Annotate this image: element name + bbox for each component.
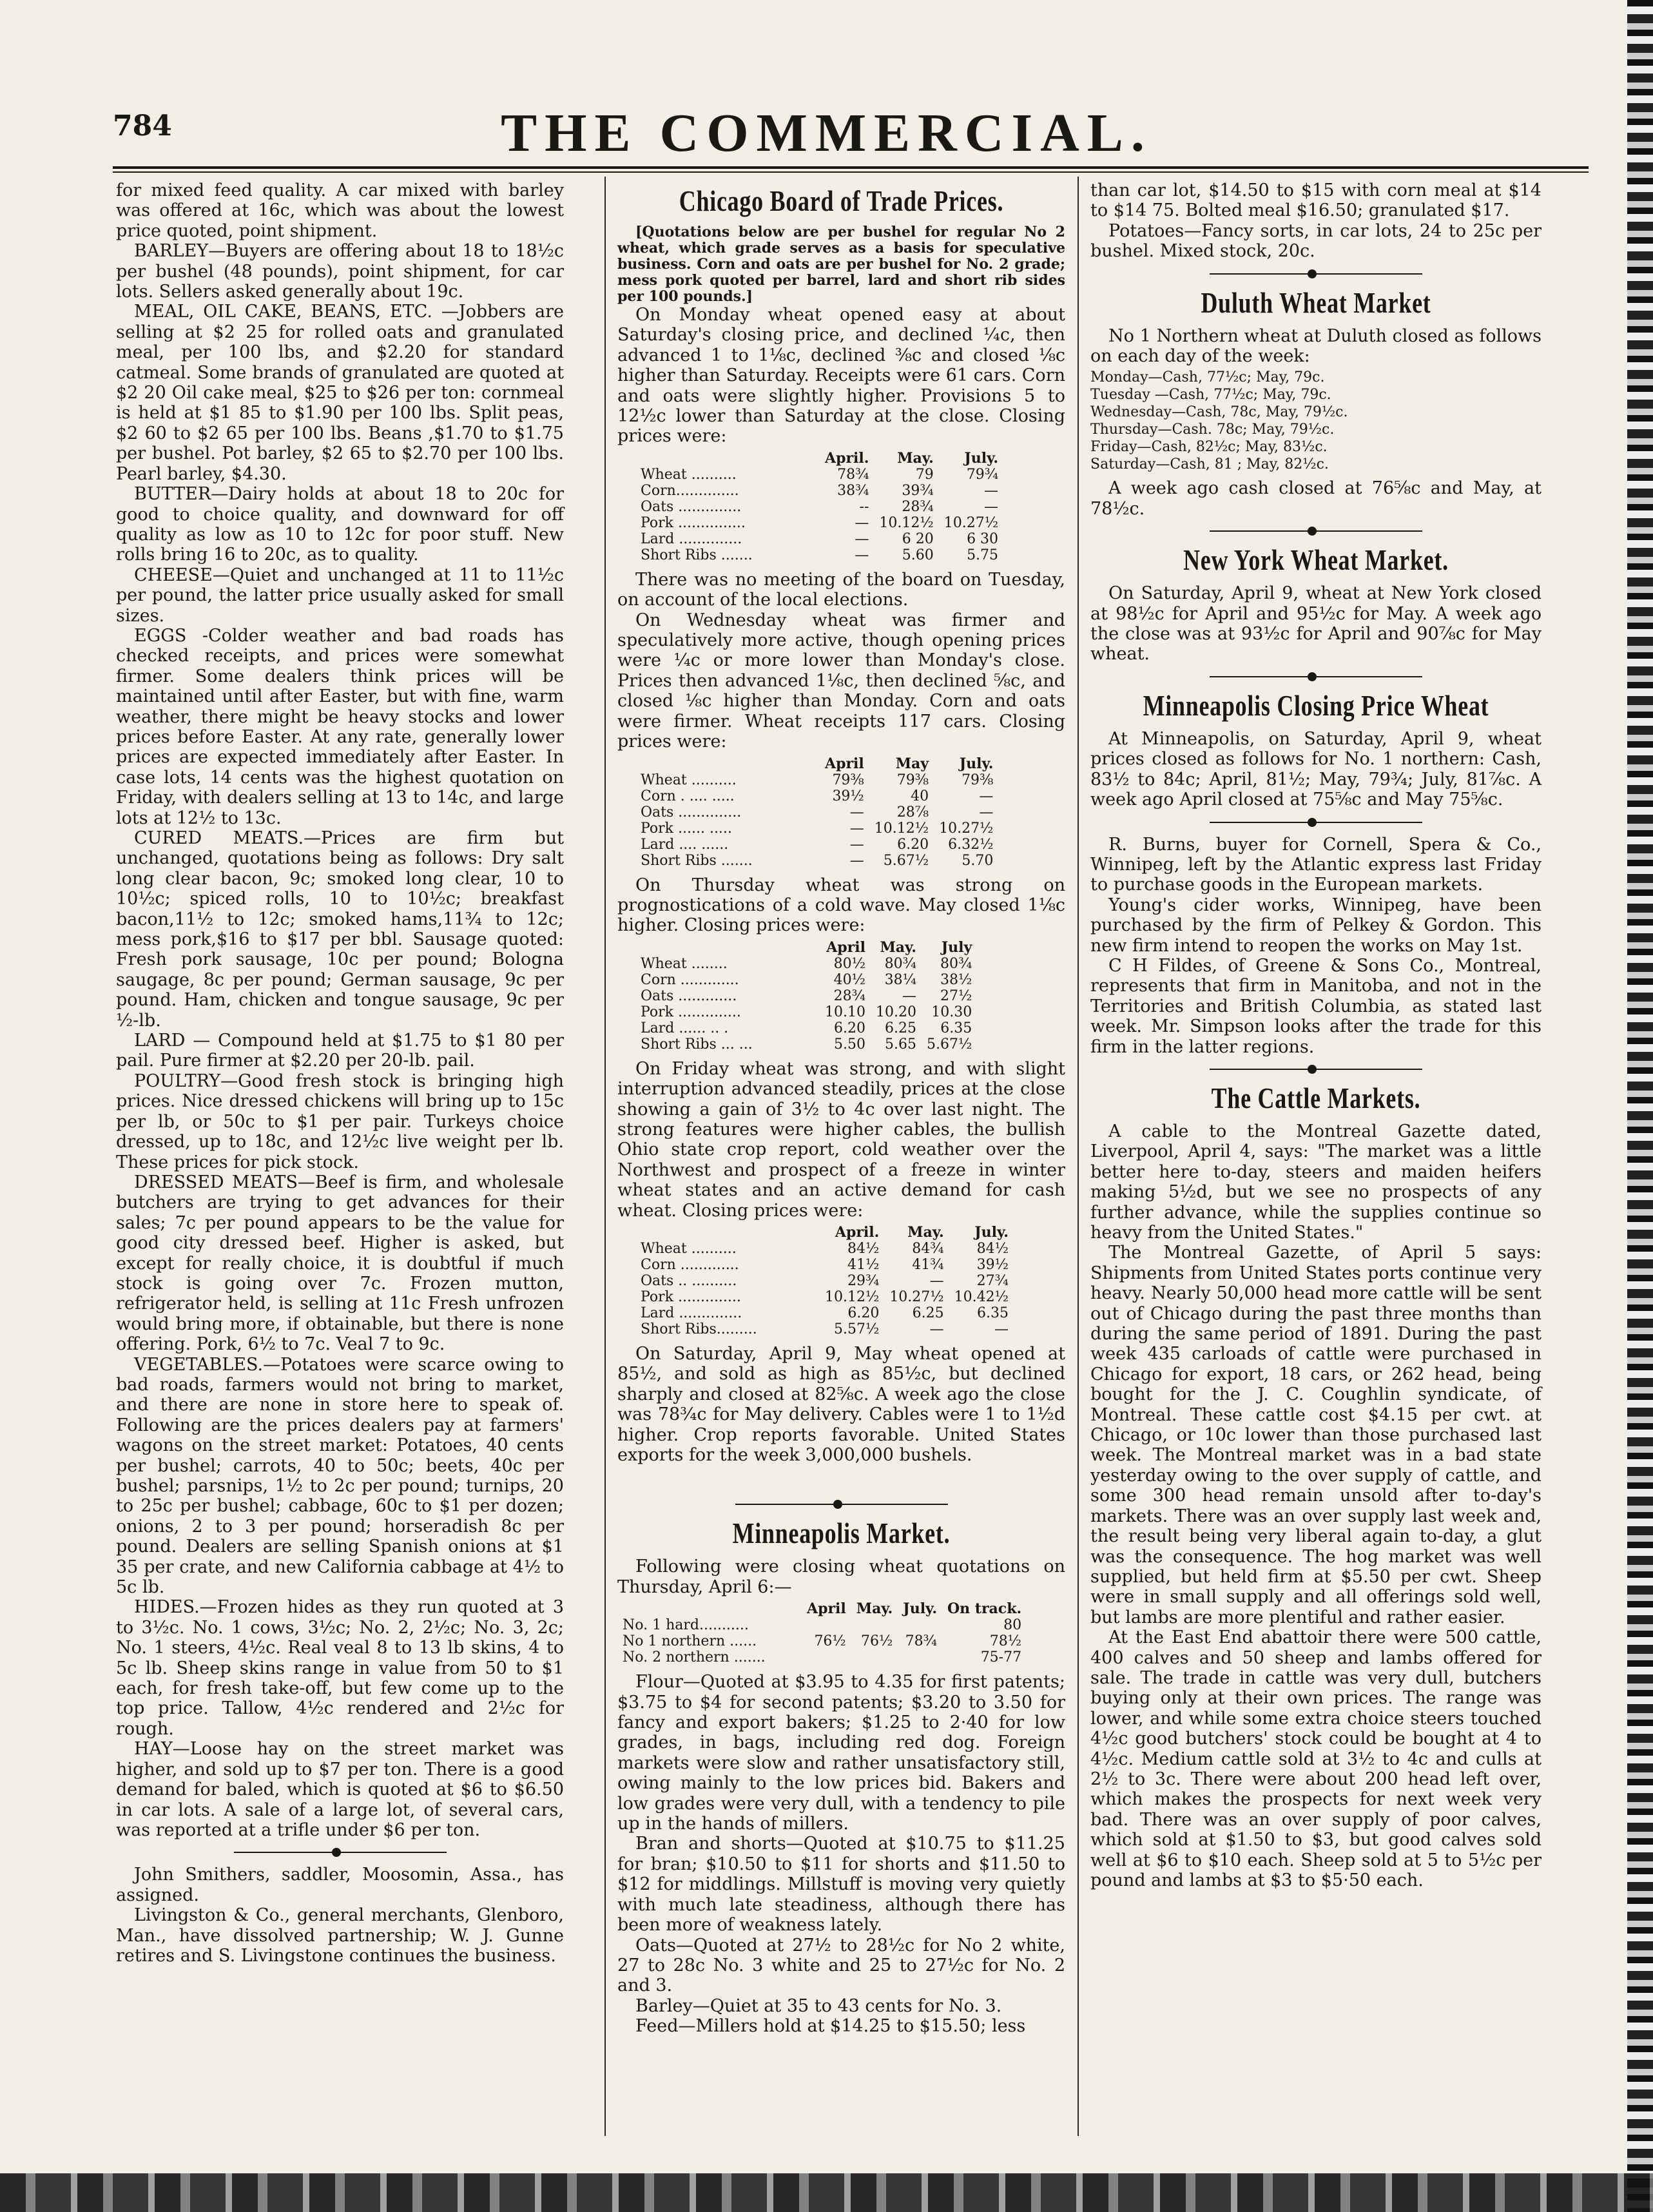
section-separator <box>735 1504 948 1505</box>
table-row: Wheat .......... 79⅜ 79⅜ 79⅜ <box>641 771 994 788</box>
list-item: Wednesday—Cash, 78c, May, 79½c. <box>1090 404 1348 421</box>
table-row: Lard ...... .. . 6.20 6.25 6.35 <box>641 1020 972 1036</box>
table-row: Wheat ........ 80½ 80¾ 80¾ <box>641 955 972 972</box>
table-row: Short Ribs ... ... 5.50 5.65 5.67½ <box>641 1036 972 1053</box>
heading-new-york: New York Wheat Market. <box>1183 543 1449 577</box>
masthead: THE COMMERCIAL. <box>501 103 1152 163</box>
notice-youngs-cider: Young's cider works, Winnipeg, have been purchased by the firm of Pelkey & Gordon. This new firm intend to reopen the works on May 1st. <box>1090 895 1542 956</box>
chicago-monday: On Monday wheat opened easy at about Saturday's closing price, and declined ¼c, then advanced 1 to 1⅛c, declined ⅜c and closed ⅛c higher than Saturday. Receipts were 61 cars. Corn and oats were slightly higher. Provisions 5 to 12½c lower than Saturday at the close. Closing prices were: <box>617 305 1065 447</box>
list-item: Tuesday —Cash, 77½c; May, 79c. <box>1090 387 1331 403</box>
section-separator <box>1210 676 1422 677</box>
table-wednesday: April May July. Wheat .......... 79⅜ 79⅜ 79⅜ Corn . .... ..... 39½ 40 — Oats .............. — 28⅞ — Pork ...... ..... — 10.12½ 10.27½ Lard .... ...... — 6.20 6.32½ Short Ribs ....... — 5.67½ 5.70 <box>635 756 998 869</box>
duluth-after: A week ago cash closed at 76⅝c and May, at 78½c. <box>1090 478 1542 519</box>
paragraph-cheese: CHEESE—Quiet and unchanged at 11 to 11½c per pound, the latter price usually asked for small sizes. <box>116 565 564 626</box>
list-item: Monday—Cash, 77½c; May, 79c. <box>1090 369 1325 386</box>
paragraph-flour: Flour—Quoted at $3.95 to 4.35 for first patents; $3.75 to $4 for second patents; $3.20 to 3.50 for fancy and export bakers; $1.25 to 2·40 for low grades, in bags, including red dog. Foreign markets were slow and rather unsatisfactory still, owing mainly to the low prices bid. Bakers and low grades were very dull, with a tendency to pile up in the hands of millers. <box>617 1672 1065 1834</box>
table-row: Short Ribs......... 5.57½ — — <box>641 1321 1009 1337</box>
section-separator <box>1210 273 1422 275</box>
table-row: Corn.............. 38¾ 39¾ — <box>641 482 999 499</box>
table-row: Pork ............... — 10.12½ 10.27½ <box>641 514 999 531</box>
paragraph-hides: HIDES.—Frozen hides as they run quoted at 3 to 3½c. No. 1 cows, 3½c; No. 2, 2½c; No. 3, 2c; No. 1 steers, 4½c. Real veal 8 to 13 lb skins, 4 to 5c lb. Sheep skins range in value from 50 to $1 each, for fresh take-off, but few come up to the top price. Tallow, 4½c rendered and 2½c for rough. <box>116 1597 564 1739</box>
table-row: Wheat .......... 78¾ 79 79¾ <box>641 466 999 483</box>
cattle-gazette: The Montreal Gazette, of April 5 says: Shipments from United States ports continue very heavy. Nearly 50,000 head more cattle will be sent out of Chicago during the past three months than during the same period of 1891. During the past week 435 carloads of cattle were purchased in Chicago for export, 18 cars, or 262 head, being bought for the J. C. Coughlin syndicate, of Montreal. These cattle cost $4.15 per cwt. at Chicago, or 10c lower than those purchased last week. The Montreal market was in a bad state yesterday owing to the over supply of cattle, and some 300 head remain unsold after to-day's markets. There was an over supply last week and, the result being very liberal again to-day, a glut was the consequence. The hog market was well supplied, but held firm at $5.50 per cwt. Sheep were in small supply and all offerings sold well, but lambs are more plentiful and rather easier. <box>1090 1243 1542 1627</box>
heading-minneapolis-market: Minneapolis Market. <box>732 1517 951 1550</box>
list-item: Friday—Cash, 82½c; May, 83½c. <box>1090 439 1328 456</box>
paragraph-feed: Feed—Millers hold at $14.25 to $15.50; less <box>635 2016 1026 2037</box>
table-row: Corn ............. 40½ 38¼ 38½ <box>641 971 972 988</box>
chicago-saturday: On Saturday, April 9, May wheat opened at 85½, and sold as high as 85½c, but declined sharply and closed at 82⅝c. A week ago the close was 78¾c for May delivery. Cables were 1 to 1½d higher. Crop reports favorable. United States exports for the week 3,000,000 bushels. <box>617 1343 1065 1465</box>
table-row: No. 2 northern ....... 75-77 <box>623 1649 1022 1666</box>
paragraph-potatoes: Potatoes—Fancy sorts, in car lots, 24 to 25c per bushel. Mixed stock, 20c. <box>1090 220 1542 262</box>
table-row: Short Ribs ....... — 5.67½ 5.70 <box>641 852 994 869</box>
page-bottom-scan <box>0 2173 1653 2212</box>
table-row: No 1 northern ...... 76½ 76½ 78¾ 78½ <box>623 1633 1022 1650</box>
duluth-intro: No 1 Northern wheat at Duluth closed as follows on each day of the week: <box>1090 325 1542 367</box>
paragraph-butter: BUTTER—Dairy holds at about 18 to 20c for good to choice quality, and downward for off quality as low as 10 to 12c for poor stuff. New rolls bring 16 to 20c, as to quality. <box>116 484 564 565</box>
table-row: Corn ............. 41½ 41¾ 39½ <box>641 1256 1009 1273</box>
chicago-friday: On Friday wheat was strong, and with slight interruption advanced steadily, prices at the close showing a gain of 3½ to 4c over last night. The strong features were higher cables, the bullish Ohio state crop report, cold weather over the Northwest and prospect of a freeze in winter wheat states and an active demand for cash wheat. Closing prices were: <box>617 1058 1065 1221</box>
table-row: Pork .............. 10.12½ 10.27½ 10.42½ <box>641 1288 1009 1305</box>
section-separator <box>234 1852 447 1853</box>
heading-minneapolis-closing: Minneapolis Closing Price Wheat <box>1143 688 1489 722</box>
paragraph-barley: Barley—Quiet at 35 to 43 cents for No. 3. <box>635 1995 1002 2016</box>
paragraph-vegetables: VEGETABLES.—Potatoes were scarce owing to bad roads, farmers would not bring to market, and there are none in store here to speak of. Following are the prices dealers pay at farmers' wagons on the street market: Potatoes, 40 cents per bushel; carrots, 40 to 50c; beets, 40c per bushel; parsnips, 1½ to 2c per pound; turnips, 20 to 25c per bushel; cabbage, 60c to $1 per dozen; onions, 2 to 3 per pound; horseradish 8c per pound. Dealers are selling Spanish onions at $1 35 per crate, and new California cabbage at 4½ to 5c lb. <box>116 1354 564 1598</box>
column-1 <box>116 180 564 1966</box>
minneapolis-intro: Following were closing wheat quotations on Thursday, April 6:— <box>617 1557 1065 1597</box>
table-row: Corn . .... ..... 39½ 40 — <box>641 788 994 804</box>
heading-chicago-board: Chicago Board of Trade Prices. <box>679 184 1004 217</box>
paragraph-cured-meats: CURED MEATS.—Prices are firm but unchanged, quotations being as follows: Dry salt long clear bacon, 9c; smoked long clear, 10 to 10½c; spiced rolls, 10 to 10½c; breakfast bacon,11½ to 12c; smoked hams,11¾ to 12c; mess pork,$16 to $17 per bbl. Sausage quoted: Fresh pork sausage, 10c per pound; Bologna saugage, 8c per pound; German sausage, 9c per pound. Ham, chicken and tongue sausage, 9c per ½-lb. <box>116 828 564 1031</box>
paragraph-bran: Bran and shorts—Quoted at $10.75 to $11.25 for bran; $10.50 to $11 for shorts and $11.50 to $12 for middlings. Millstuff is moving very quietly with much late steadiness, although there has been more of weakness lately. <box>617 1834 1065 1936</box>
section-separator <box>1210 530 1422 532</box>
table-row: Pork .............. 10.10 10.20 10.30 <box>641 1004 972 1020</box>
table-row: Oats .. .......... 29¾ — 27¾ <box>641 1272 1009 1289</box>
paragraph: for mixed feed quality. A car mixed with barley was offered at 16c, which was about the lowest price quoted, point shipment. <box>116 180 564 241</box>
paragraph-meal: MEAL, OIL CAKE, BEANS, ETC. —Jobbers are selling at $2 25 for rolled oats and granulated meal, per 100 lbs, and $2.20 for standard catmeal. Some brands of granulated are quoted at $2 20 Oil cake meal, $25 to $26 per ton: cornmeal is held at $1 85 to $1.90 per 100 lbs. Split peas, $2 60 to $2 65 per 100 lbs. Beans ,$1.70 to $1.75 per bushel. Pot barley, $2 65 to $2.70 per 100 lbs. Pearl barley, $4.30. <box>116 302 564 484</box>
table-row: Lard .............. — 6 20 6 30 <box>641 530 999 547</box>
paragraph-eggs: EGGS -Colder weather and bad roads has checked receipts, and prices were somewhat firmer. Some dealers think prices will be maintained until after Easter, but with fine, warm weather, there might be heavy stocks and lower prices before Easter. At any rate, generally lower prices are expected immediately after Easter. In case lots, 14 cents was the highest quotation on Friday, with dealers selling at 13 to 14c, and large lots at 12½ to 13c. <box>116 625 564 828</box>
column-3 <box>1090 180 1542 1890</box>
list-item: Saturday—Cash, 81 ; May, 82½c. <box>1090 456 1329 473</box>
table-minneapolis: April May. July. On track. No. 1 hard........... 80 No 1 northern ...... 76½ 76½ 78¾ 78½ No. 2 northern ....... 75-77 <box>617 1601 1027 1665</box>
new-york-text: On Saturday, April 9, wheat at New York closed at 98½c for April and 95½c for May. A week ago the close was at 93½c for April and 90⅞c for May wheat. <box>1090 583 1542 665</box>
paragraph-barley: BARLEY—Buyers are offering about 18 to 18½c per bushel (48 pounds), point shipment, for car lots. Sellers asked generally about 19c. <box>116 241 564 302</box>
paragraph-oats: Oats—Quoted at 27½ to 28½c for No 2 white, 27 to 28c No. 3 white and 25 to 27½c for No. 2 and 3. <box>617 1935 1065 1996</box>
notice-smithers: John Smithers, saddler, Moosomin, Assa., has assigned. <box>116 1865 564 1905</box>
minneapolis-closing-text: At Minneapolis, on Saturday, April 9, wheat prices closed as follows for No. 1 northern: Cash, 83½ to 84c; April, 81½; May, 79¾; July, 81⅞c. A week ago April closed at 75⅝c and May 75⅝c. <box>1090 728 1542 810</box>
paragraph-feed-continued: than car lot, $14.50 to $15 with corn meal at $14 to $14 75. Bolted meal $16.50; granulated $17. <box>1090 180 1542 221</box>
table-row: Oats ............. 28¾ — 27½ <box>641 987 972 1004</box>
page-edge-scan <box>1627 0 1653 2212</box>
page-number: 784 <box>113 110 172 142</box>
table-row: Lard .............. 6.20 6.25 6.35 <box>641 1305 1009 1321</box>
table-row: No. 1 hard........... 80 <box>623 1617 1022 1634</box>
table-monday: April. May. July. Wheat .......... 78¾ 79 79¾ Corn.............. 38¾ 39¾ — Oats .............. -- 28¾ — Pork ............... — 10.12½ 10.27½ Lard .............. — 6 20 6 30 Short Ribs ....... — 5.60 5.75 <box>635 451 1003 563</box>
cattle-east-end: At the East End abattoir there were 500 cattle, 400 calves and 50 sheep and lambs offered for sale. The trade in cattle was very dull, butchers buying only at their own prices. The range was lower, and while some extra choice steers touched 4½c good butchers' stock could be bought at 4 to 4½c. Medium cattle sold at 3½ to 4c and culls at 2½ to 3c. There were about 200 head left over, which makes the prospects for next week very bad. There was an over supply of poor calves, which sold at $1.50 to $3, but good calves sold well at $6 to $10 each. Sheep sold at 5 to 5½c per pound and lambs at $3 to $5·50 each. <box>1090 1627 1542 1890</box>
table-row: Oats .............. — 28⅞ — <box>641 804 994 820</box>
header-rule <box>113 166 1589 169</box>
notice-burns: R. Burns, buyer for Cornell, Spera & Co., Winnipeg, left by the Atlantic express last Friday to purchase goods in the European markets. <box>1090 834 1542 895</box>
column-rule-1 <box>604 177 606 2136</box>
duluth-daily-list <box>1090 369 1542 473</box>
heading-duluth: Duluth Wheat Market <box>1201 286 1431 319</box>
notice-livingston: Livingston & Co., general merchants, Glenboro, Man., have dissolved partnership; W. J. Gunne retires and S. Livingstone continues the business. <box>116 1905 564 1966</box>
paragraph-dressed-meats: DRESSED MEATS—Beef is firm, and wholesale butchers are trying to get advances for their sales; 7c per pound appears to be the value for good city dressed beef. Higher is asked, but except for really choice, it is doubtful if much stock is going over 7c. Frozen mutton, refrigerator held, is selling at 11c Fresh unfrozen would bring more, if obtainable, but there is none offering. Pork, 6½ to 7c. Veal 7 to 9c. <box>116 1172 564 1355</box>
column-2 <box>617 180 1065 2037</box>
cattle-liverpool: A cable to the Montreal Gazette dated, Liverpool, April 4, says: "The market was a little better here to-day, steers and maiden heifers making 5½d, but we see no prospects of any further advance, while the supplies continue so heavy from the United States." <box>1090 1121 1542 1243</box>
paragraph-poultry: POULTRY—Good fresh stock is bringing high prices. Nice dressed chickens will bring up to 15c per lb, or 50c to $1 per pair. Turkeys choice dressed, up to 18c, and 12½c live weight per lb. These prices for pick stock. <box>116 1071 564 1172</box>
notice-fildes: C H Fildes, of Greene & Sons Co., Montreal, represents that firm in Manitoba, and not in the Territories and British Columbia, as stated last week. Mr. Simpson looks after the trade for this firm in the latter regions. <box>1090 955 1542 1057</box>
table-row: Short Ribs ....... — 5.60 5.75 <box>641 547 999 563</box>
table-row: Pork ...... ..... — 10.12½ 10.27½ <box>641 820 994 837</box>
table-row: Wheat .......... 84½ 84¾ 84½ <box>641 1240 1009 1257</box>
heading-cattle: The Cattle Markets. <box>1211 1081 1421 1114</box>
header-rule-thin <box>113 171 1589 173</box>
table-thursday: April May. July Wheat ........ 80½ 80¾ 80¾ Corn ............. 40½ 38¼ 38½ Oats ............. 28¾ — 27½ Pork .............. 10.10 10.20 10.30 Lard ...... .. . 6.20 6.25 6.35 Short Ribs ... ... 5.50 5.65 5.67½ <box>635 940 977 1053</box>
column-rule-2 <box>1078 177 1079 2136</box>
section-separator <box>1210 1069 1422 1070</box>
paragraph-lard: LARD — Compound held at $1.75 to $1 80 per pail. Pure firmer at $2.20 per 20-lb. pail. <box>116 1031 564 1071</box>
table-row: Oats .............. -- 28¾ — <box>641 498 999 515</box>
chicago-wednesday: On Wednesday wheat was firmer and speculatively more active, though opening prices were ¼c or more lower than Monday's close. Prices then advanced 1⅛c, then declined ⅝c, and closed ⅛c higher than Monday. Corn and oats were firmer. Wheat receipts 117 cars. Closing prices were: <box>617 610 1065 752</box>
list-item: Thursday—Cash. 78c; May, 79½c. <box>1090 422 1335 438</box>
chicago-thursday: On Thursday wheat was strong on prognostications of a cold wave. May closed 1⅛c higher. Closing prices were: <box>617 875 1065 936</box>
section-separator <box>1210 822 1422 823</box>
table-row: Lard .... ...... — 6.20 6.32½ <box>641 836 994 853</box>
chicago-note: [Quotations below are per bushel for regular No 2 wheat, which grade serves as a basis for speculative business. Corn and oats are per bushel for No. 2 grade; mess pork quoted per barrel, lard and short rib sides per 100 pounds.] <box>617 224 1065 305</box>
chicago-tuesday: There was no meeting of the board on Tuesday, on account of the local elections. <box>617 569 1065 610</box>
paragraph-hay: HAY—Loose hay on the street market was higher, and sold up to $7 per ton. There is a good demand for baled, which is quoted at $6 to $6.50 in car lots. A sale of a large lot, of several cars, was reported at a trifle under $6 per ton. <box>116 1739 564 1840</box>
table-friday: April. May. July. Wheat .......... 84½ 84¾ 84½ Corn ............. 41½ 41¾ 39½ Oats .. .......... 29¾ — 27¾ Pork .............. 10.12½ 10.27½ 10.42½ Lard .............. 6.20 6.25 6.35 Short Ribs......... 5.57½ — — <box>635 1225 1014 1337</box>
